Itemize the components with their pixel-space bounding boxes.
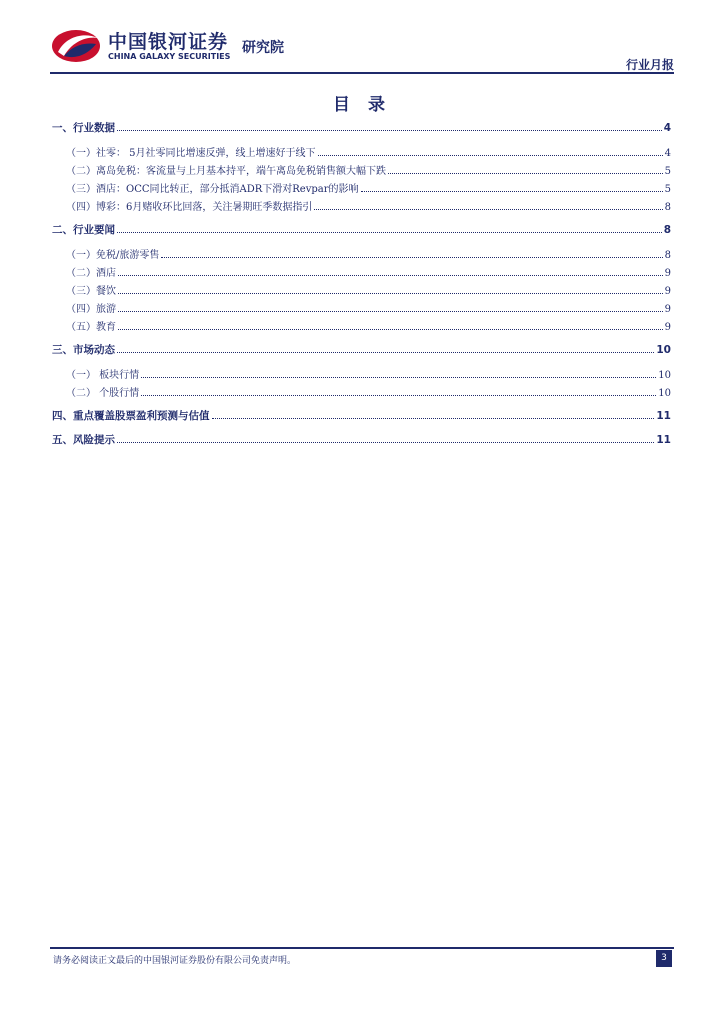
toc-entry-label: （四）博彩：6月赌收环比回落，关注暑期旺季数据指引 — [66, 202, 313, 213]
toc-entry[interactable] — [66, 318, 671, 334]
logo-subtitle: 研究院 — [242, 40, 284, 56]
page-number: 3 — [656, 950, 672, 967]
toc-entry-label: （一）免税/旅游零售 — [66, 250, 160, 261]
toc-leader — [118, 328, 663, 330]
toc-entry-page: 10 — [656, 344, 671, 356]
toc-entry-page: 11 — [656, 434, 671, 446]
toc-entry-page: 11 — [656, 410, 671, 422]
toc-entry-label: （一） 板块行情 — [66, 370, 140, 381]
toc-entry-label: （三）酒店：OCC同比转正，部分抵消ADR下滑对Revpar的影响 — [66, 184, 359, 195]
toc-entry[interactable] — [52, 432, 671, 448]
toc-entry[interactable] — [66, 384, 671, 400]
toc-entry[interactable] — [52, 408, 671, 424]
toc-entry-label: （四）旅游 — [66, 304, 116, 315]
toc-entry[interactable] — [66, 282, 671, 298]
toc-entry-label: 五、风险提示 — [52, 434, 115, 446]
toc-entry-label: （二）酒店 — [66, 268, 116, 279]
toc-entry-page: 10 — [658, 388, 671, 399]
toc-entry-page: 9 — [664, 268, 671, 279]
toc-entry[interactable] — [66, 198, 671, 214]
toc-entry[interactable] — [66, 162, 671, 178]
toc-leader — [141, 376, 656, 378]
page-header — [50, 22, 674, 74]
toc-title: 目 录 — [333, 95, 391, 115]
toc-entry[interactable] — [66, 144, 671, 160]
header-divider — [50, 72, 674, 74]
toc-entry-label: 三、市场动态 — [52, 344, 115, 356]
toc-entry[interactable] — [52, 342, 671, 358]
toc-entry-page: 8 — [664, 202, 671, 213]
footer-disclaimer: 请务必阅读正文最后的中国银河证券股份有限公司免责声明。 — [53, 956, 297, 966]
toc-leader — [117, 231, 662, 233]
toc-entry-label: 二、行业要闻 — [52, 224, 115, 236]
toc-leader — [117, 351, 654, 353]
toc-entry-label: （三）餐饮 — [66, 286, 116, 297]
toc-entry-page: 9 — [664, 304, 671, 315]
company-logo — [50, 22, 310, 66]
footer-divider — [50, 947, 674, 949]
toc-leader — [118, 310, 663, 312]
toc-entry[interactable] — [66, 264, 671, 280]
toc-entry-page: 5 — [664, 166, 671, 177]
galaxy-logo-icon — [50, 22, 102, 66]
toc-leader — [318, 154, 663, 156]
toc-leader — [161, 256, 662, 258]
toc-entry-label: （一）社零： 5月社零同比增速反弹，线上增速好于线下 — [66, 148, 316, 159]
toc-entry[interactable] — [52, 120, 671, 136]
toc-entry[interactable] — [66, 246, 671, 262]
toc-entry-page: 8 — [664, 250, 671, 261]
toc-leader — [141, 394, 656, 396]
toc-entry-label: （二） 个股行情 — [66, 388, 140, 399]
toc-leader — [361, 190, 663, 192]
toc-entry[interactable] — [66, 300, 671, 316]
toc-entry-page: 8 — [663, 224, 671, 236]
toc-entry[interactable] — [66, 180, 671, 196]
logo-english-name: CHINA GALAXY SECURITIES — [108, 52, 231, 61]
toc-entry-label: （五）教育 — [66, 322, 116, 333]
toc-entry-page: 5 — [664, 184, 671, 195]
toc-entry[interactable] — [52, 222, 671, 238]
toc-entry[interactable] — [66, 366, 671, 382]
toc-entry-page: 10 — [658, 370, 671, 381]
toc-entry-label: 一、行业数据 — [52, 122, 115, 134]
toc-leader — [117, 441, 654, 443]
toc-entry-page: 4 — [663, 122, 671, 134]
toc-leader — [118, 274, 663, 276]
toc-entry-page: 9 — [664, 286, 671, 297]
toc-entry-label: 四、重点覆盖股票盈利预测与估值 — [52, 410, 210, 422]
toc-entry-label: （二）离岛免税：客流量与上月基本持平，端午离岛免税销售额大幅下跌 — [66, 166, 386, 177]
toc-leader — [212, 417, 655, 419]
toc-entry-page: 9 — [664, 322, 671, 333]
toc-leader — [314, 208, 662, 210]
report-type: 行业月报 — [625, 58, 674, 72]
toc-leader — [118, 292, 663, 294]
toc-entry-page: 4 — [664, 148, 671, 159]
toc-leader — [117, 129, 662, 131]
toc-leader — [388, 172, 663, 174]
logo-chinese-name: 中国银河证券 — [108, 31, 229, 53]
